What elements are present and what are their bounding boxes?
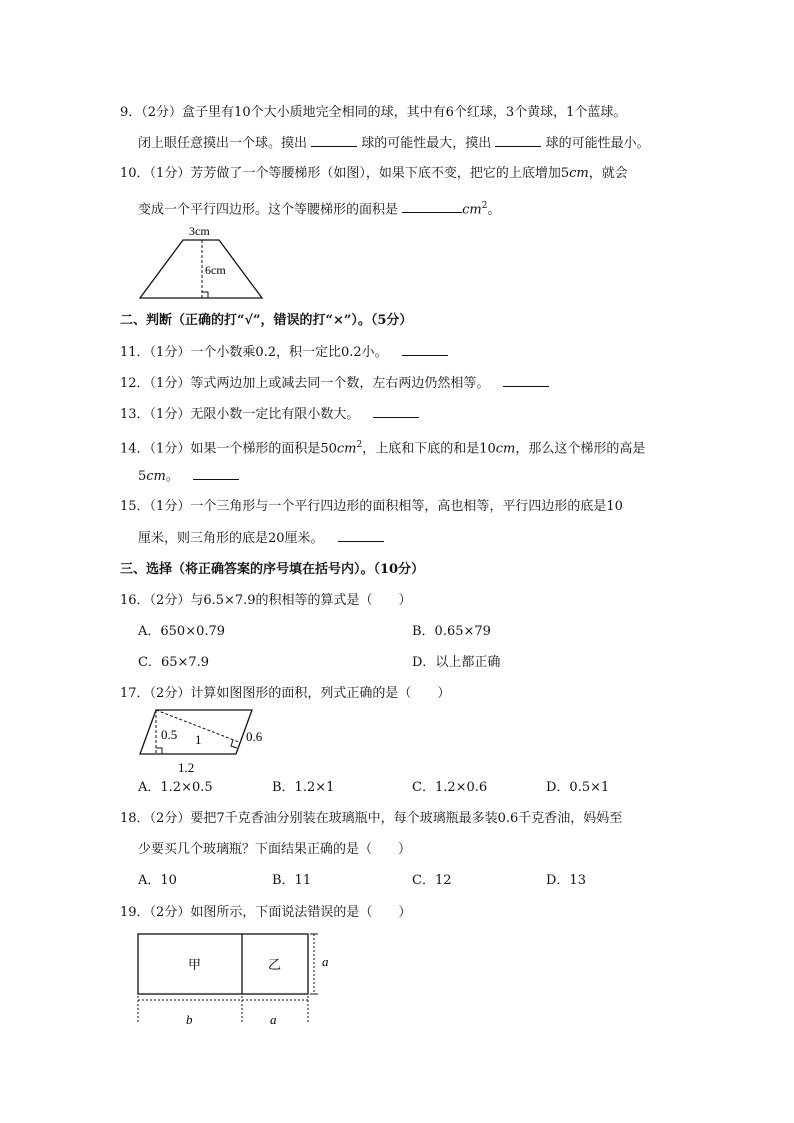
rectangles-figure [134, 928, 344, 1028]
q13-text: 13．（1分）无限小数一定比有限小数大。 [120, 407, 360, 422]
q16-option-d[interactable]: D．以上都正确 [412, 655, 501, 670]
q9-text-b: 球的可能性最大，摸出 [361, 136, 492, 151]
q9-text-a: 闭上眼任意摸出一个球。摸出 [138, 136, 308, 151]
label-base-12: 1.2 [178, 760, 195, 775]
rect-label-yi: 乙 [268, 957, 282, 972]
q18-line2: 少要买几个玻璃瓶？下面结果正确的是（ ） [138, 842, 412, 857]
q16-option-b[interactable]: B．0.65×79 [412, 624, 491, 639]
q14-text-d: 。 [165, 469, 179, 484]
trapezoid-figure [136, 222, 266, 300]
q15-line1: 15．（1分）一个三角形与一个平行四边形的面积相等，高也相等，平行四边形的底是10 [120, 499, 623, 514]
q14-unit-1: cm [336, 441, 357, 457]
q18-option-d[interactable]: D．13 [546, 873, 586, 888]
bottom-label-b: b [186, 1012, 193, 1027]
q9-line1: 9．（2分）盒子里有10个大小质地完全相同的球，其中有6个红球，3个黄球，1个蓝球。 [120, 105, 627, 120]
right-angle-mark-1 [156, 748, 162, 754]
q16-stem: 16．（2分）与6.5×7.9的积相等的算式是（ ） [120, 593, 412, 608]
q17-option-d[interactable]: D．0.5×1 [546, 780, 610, 795]
section-2-heading: 二、判断（正确的打“√”，错误的打“×”）。（5分） [120, 313, 413, 328]
q14-line1 [120, 436, 645, 458]
q16-option-c[interactable]: C．65×7.9 [138, 655, 210, 670]
q10-line1 [120, 165, 628, 183]
q9-blank-1[interactable] [311, 134, 357, 147]
trapezoid-top-label: 3cm [189, 224, 210, 238]
q11 [120, 343, 448, 362]
side-label-a: a [322, 954, 329, 969]
q14-text-a: 14．（1分）如果一个梯形的面积是50 [120, 441, 337, 457]
section-3-heading: 三、选择（将正确答案的序号填在括号内）。（10分） [120, 562, 425, 577]
q14-text-c: ，那么这个梯形的高是 [515, 441, 646, 457]
q10-text-a: 10．（1分）芳芳做了一个等腰梯形（如图），如果下底不变，把它的上底增加5 [120, 166, 570, 181]
q13-blank[interactable] [373, 405, 419, 418]
parallelogram-figure [134, 706, 284, 776]
q12-blank[interactable] [503, 374, 549, 387]
q13 [120, 405, 419, 424]
q17-option-a[interactable]: A．1.2×0.5 [138, 780, 213, 795]
q12-text: 12．（1分）等式两边加上或减去同一个数，左右两边仍然相等。 [120, 376, 490, 391]
q11-text: 11．（1分）一个小数乘0.2，积一定比0.2小。 [120, 345, 388, 360]
label-height-06: 0.6 [246, 729, 263, 744]
trapezoid-shape [140, 240, 262, 298]
q15-blank[interactable] [338, 529, 384, 542]
label-side-1: 1 [195, 732, 202, 747]
q10-text-d: 。 [487, 202, 501, 218]
q11-blank[interactable] [402, 343, 448, 356]
q14-line2 [138, 467, 239, 486]
q14-blank[interactable] [193, 467, 239, 480]
q19-stem: 19．（2分）如图所示，下面说法错误的是（ ） [120, 905, 412, 920]
q16-option-a[interactable]: A．650×0.79 [138, 624, 226, 639]
q9-blank-2[interactable] [495, 134, 541, 147]
label-height-05: 0.5 [161, 727, 178, 742]
q10-unit-sup: 2 [481, 201, 488, 211]
q10-unit-1: cm [569, 166, 589, 181]
q14-text-b: ，上底和下底的和是10 [362, 441, 496, 457]
q17-stem: 17．（2分）计算如图图形的面积，列式正确的是（ ） [120, 686, 451, 701]
q14-unit-3: cm [146, 469, 166, 484]
q10-blank[interactable] [402, 200, 462, 213]
q18-option-a[interactable]: A．10 [138, 873, 177, 888]
q17-option-c[interactable]: C．1.2×0.6 [412, 780, 488, 795]
q18-option-b[interactable]: B．11 [272, 873, 312, 888]
q15-line2 [138, 529, 384, 548]
q14-num: 5 [138, 469, 147, 484]
q12 [120, 374, 549, 393]
outer-rectangle [138, 934, 308, 994]
q9-text-c: 球的可能性最小。 [545, 136, 650, 151]
q10-unit-2: cm [462, 202, 482, 218]
right-angle-mark [202, 292, 208, 298]
q15-text: 厘米，则三角形的底是20厘米。 [138, 531, 324, 546]
trapezoid-height-label: 6cm [205, 263, 226, 277]
q14-unit-2: cm [495, 441, 516, 457]
q18-option-c[interactable]: C．12 [412, 873, 452, 888]
bottom-label-a: a [270, 1012, 277, 1027]
q14-unit-sup: 2 [356, 440, 363, 450]
q9-line2 [138, 134, 650, 153]
q17-option-b[interactable]: B．1.2×1 [272, 780, 335, 795]
rect-label-jia: 甲 [188, 957, 202, 972]
q10-text-b: ，就会 [588, 166, 628, 181]
q10-text-c: 变成一个平行四边形。这个等腰梯形的面积是 [138, 202, 399, 218]
q18-line1: 18．（2分）要把7千克香油分别装在玻璃瓶中，每个玻璃瓶最多装0.6千克香油，妈妈至 [120, 811, 623, 826]
q10-line2 [138, 197, 501, 219]
